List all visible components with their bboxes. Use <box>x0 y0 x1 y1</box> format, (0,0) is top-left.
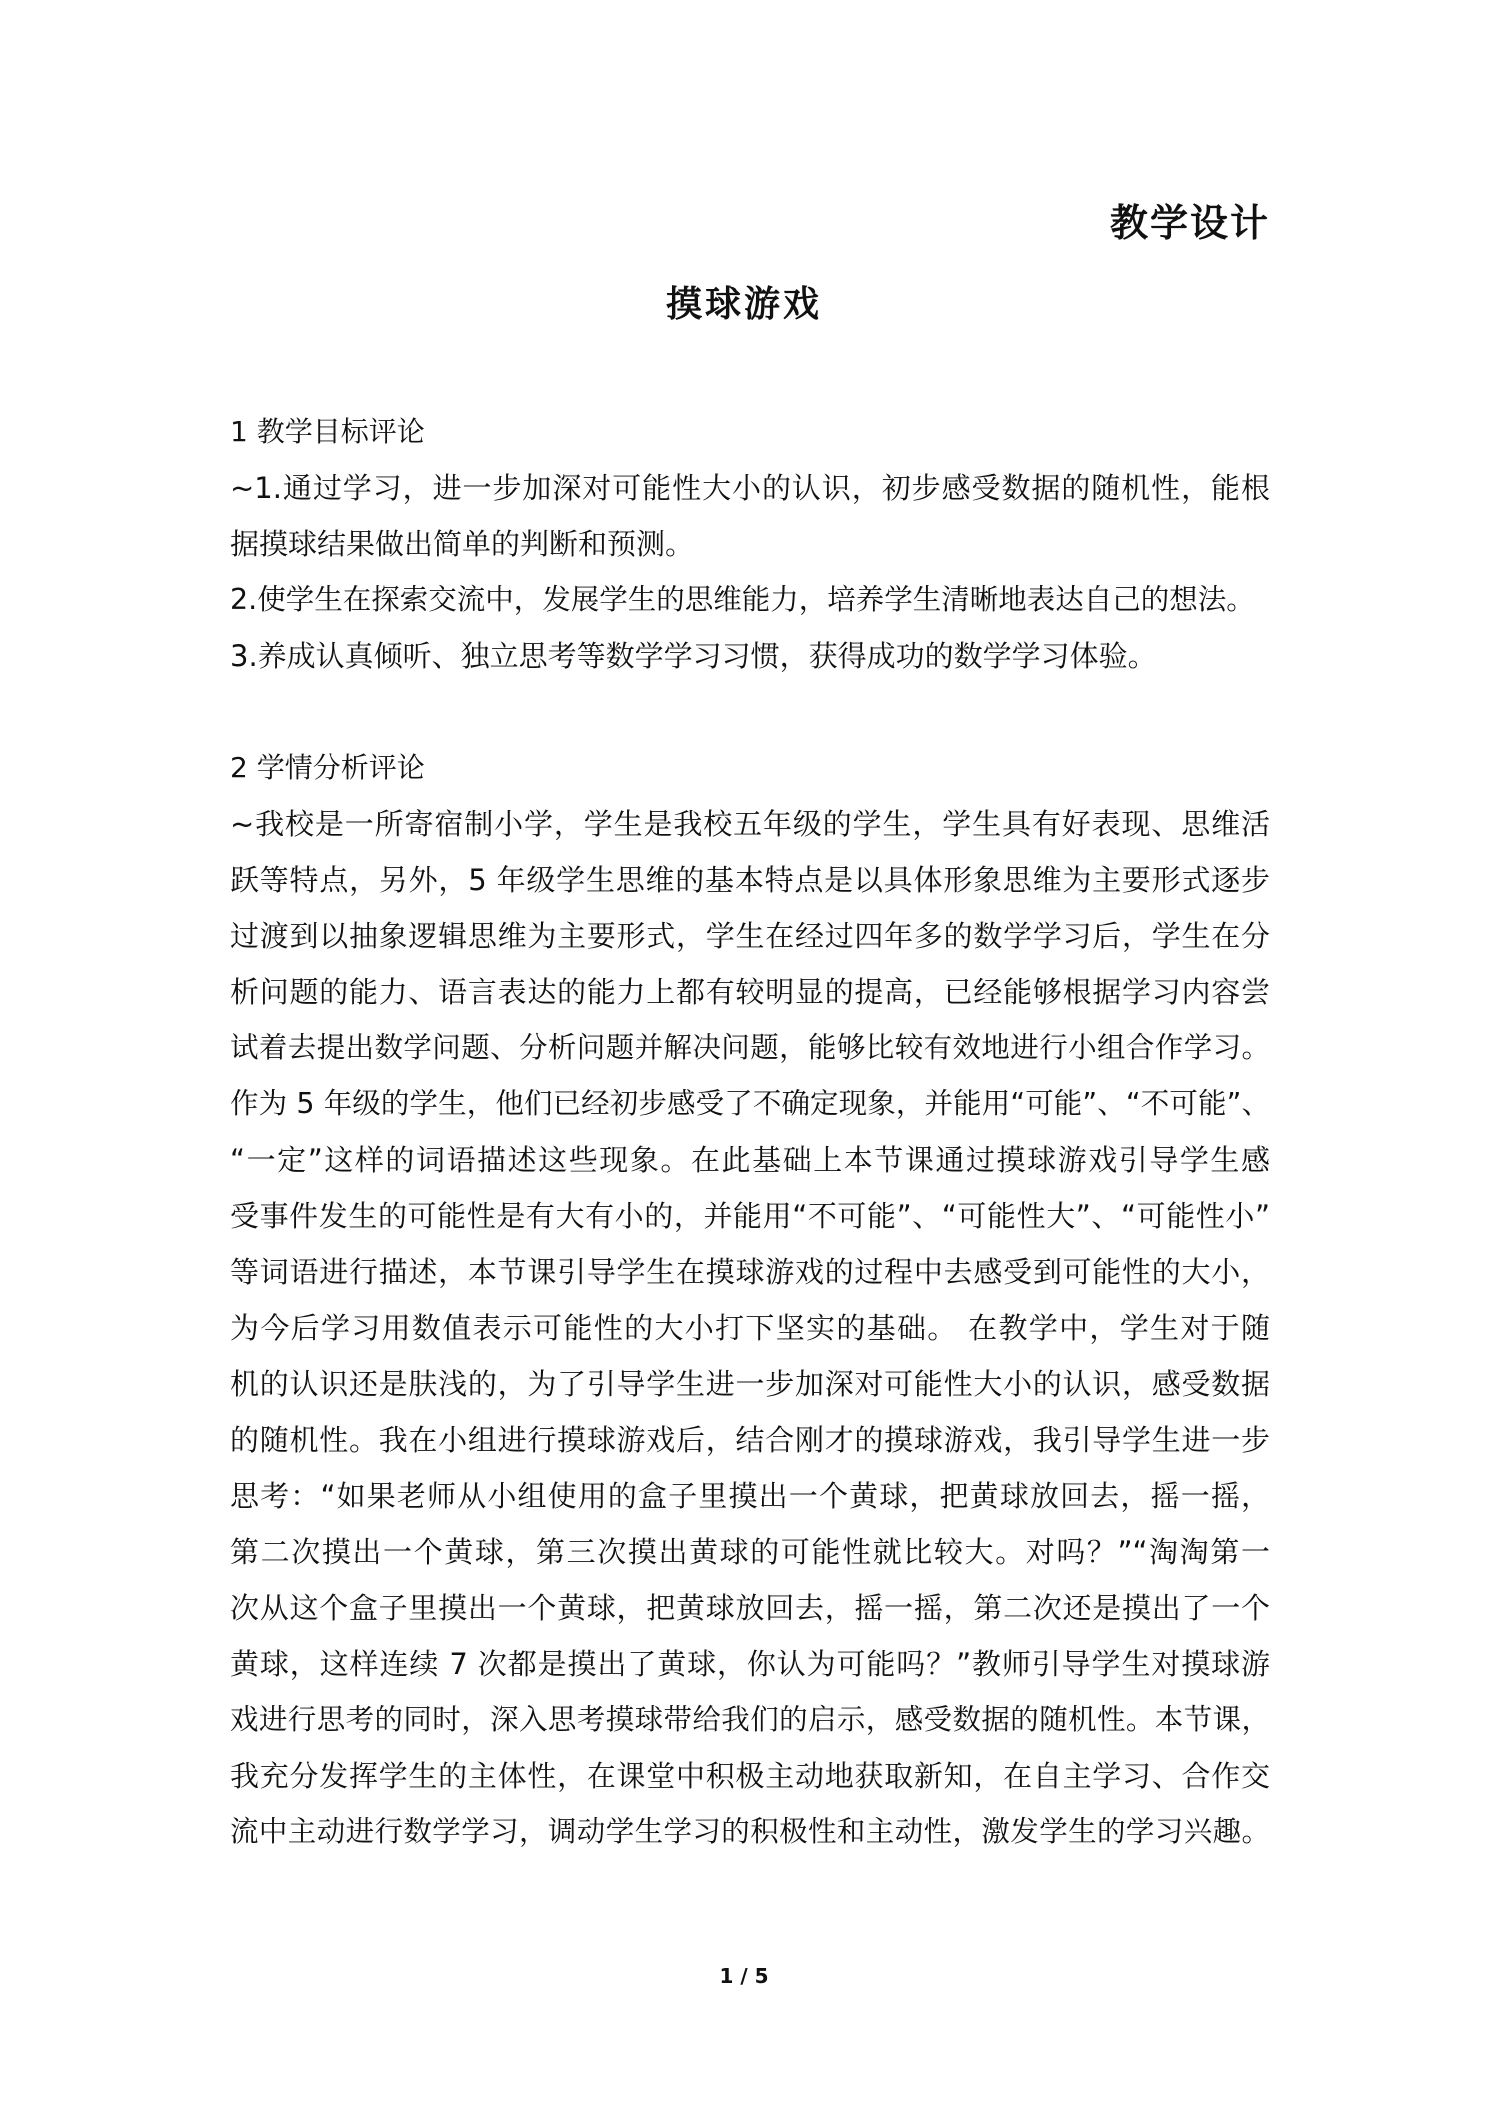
body-line: ~1.通过学习，进一步加深对可能性大小的认识，初步感受数据的随机性，能根 <box>230 471 1270 505</box>
body-line: 黄球，这样连续 7 次都是摸出了黄球，你认为可能吗？”教师引导学生对摸球游 <box>230 1647 1270 1681</box>
body-line: 试着去提出数学问题、分析问题并解决问题，能够比较有效地进行小组合作学习。 <box>230 1031 1270 1064</box>
body-line: “一定”这样的词语描述这些现象。在此基础上本节课通过摸球游戏引导学生感 <box>230 1143 1270 1177</box>
body-line: ~我校是一所寄宿制小学，学生是我校五年级的学生，学生具有好表现、思维活 <box>230 807 1270 841</box>
section-spacer <box>230 684 1270 740</box>
body-line: 为今后学习用数值表示可能性的大小打下坚实的基础。 在教学中，学生对于随 <box>230 1311 1270 1345</box>
body-line: 析问题的能力、语言表达的能力上都有较明显的提高，已经能够根据学习内容尝 <box>230 975 1270 1009</box>
page-title: 摸球游戏 <box>665 284 822 325</box>
body-line: 过渡到以抽象逻辑思维为主要形式，学生在经过四年多的数学学习后，学生在分 <box>230 919 1270 953</box>
document-body <box>230 404 1270 1860</box>
section-heading-goals: 1 教学目标评论 <box>230 415 425 448</box>
body-line: 的随机性。我在小组进行摸球游戏后，结合刚才的摸球游戏，我引导学生进一步 <box>230 1423 1270 1457</box>
section-heading-analysis: 2 学情分析评论 <box>230 751 425 784</box>
body-line: 3.养成认真倾听、独立思考等数学学习习惯，获得成功的数学学习体验。 <box>230 639 1157 673</box>
body-line: 作为 5 年级的学生，他们已经初步感受了不确定现象，并能用“可能”、“不可能”、 <box>230 1087 1270 1120</box>
body-line: 受事件发生的可能性是有大有小的，并能用“不可能”、“可能性大”、“可能性小” <box>230 1199 1270 1233</box>
body-line: 次从这个盒子里摸出一个黄球，把黄球放回去，摇一摇，第二次还是摸出了一个 <box>230 1591 1270 1625</box>
body-line: 戏进行思考的同时，深入思考摸球带给我们的启示，感受数据的随机性。本节课， <box>230 1703 1270 1736</box>
page-number: 1 / 5 <box>719 1964 769 1988</box>
body-line: 思考：“如果老师从小组使用的盒子里摸出一个黄球，把黄球放回去，摇一摇， <box>230 1479 1270 1513</box>
body-line: 机的认识还是肤浅的，为了引导学生进一步加深对可能性大小的认识，感受数据 <box>230 1367 1270 1401</box>
body-line: 据摸球结果做出简单的判断和预测。 <box>230 527 695 561</box>
document-type-label: 教学设计 <box>1109 201 1270 245</box>
body-line: 流中主动进行数学学习，调动学生学习的积极性和主动性，激发学生的学习兴趣。 <box>230 1815 1270 1848</box>
body-line: 第二次摸出一个黄球，第三次摸出黄球的可能性就比较大。对吗？”“淘淘第一 <box>230 1535 1270 1569</box>
body-line: 等词语进行描述，本节课引导学生在摸球游戏的过程中去感受到可能性的大小， <box>230 1255 1270 1289</box>
body-line: 2.使学生在探索交流中，发展学生的思维能力，培养学生清晰地表达自己的想法。 <box>230 583 1255 616</box>
body-line: 我充分发挥学生的主体性，在课堂中积极主动地获取新知，在自主学习、合作交 <box>230 1759 1270 1793</box>
body-line: 跃等特点，另外，5 年级学生思维的基本特点是以具体形象思维为主要形式逐步 <box>230 863 1270 897</box>
